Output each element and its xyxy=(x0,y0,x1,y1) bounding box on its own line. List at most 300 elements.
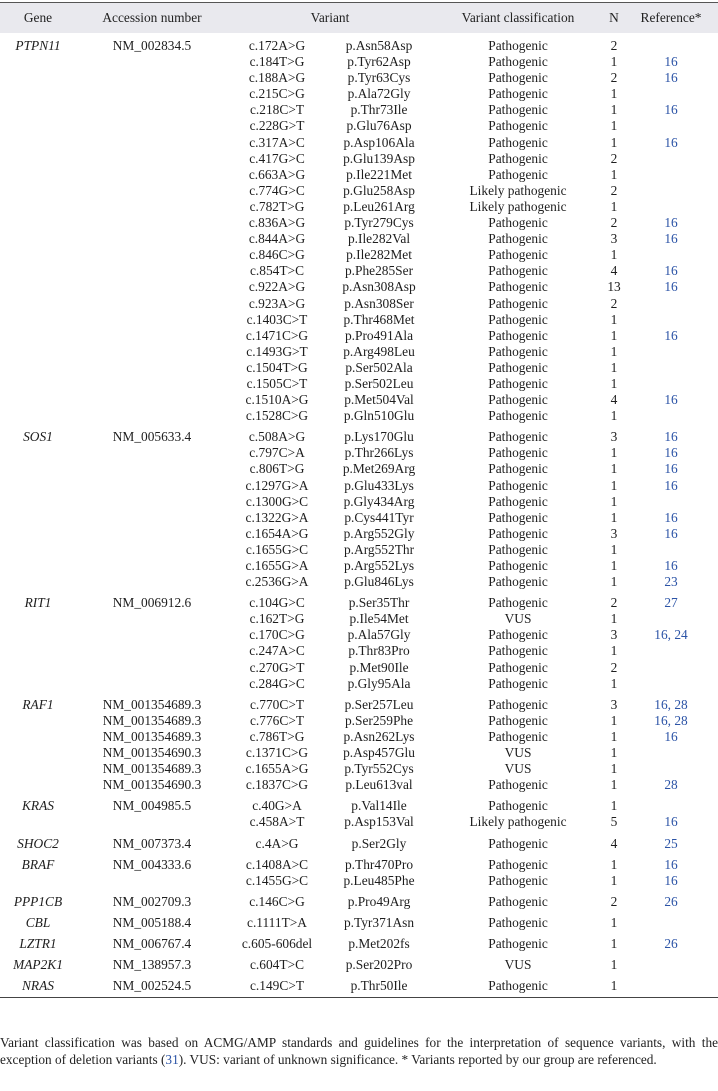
reference-cell[interactable]: 16 xyxy=(664,461,678,477)
reference-cell[interactable]: 16 xyxy=(664,279,678,295)
accession-cell xyxy=(76,392,228,408)
variant-classification-cell: Pathogenic xyxy=(488,712,548,728)
variant-classification-cell: Pathogenic xyxy=(488,392,548,408)
count-n-cell: 2 xyxy=(610,595,618,611)
accession-cell xyxy=(76,86,228,102)
reference-cell[interactable]: 28 xyxy=(664,777,678,793)
accession-cell xyxy=(76,151,228,167)
header-variant: Variant xyxy=(310,10,350,25)
count-n-cell: 2 xyxy=(610,38,618,53)
cdna-variant-cell: c.1111T>A xyxy=(247,914,307,930)
protein-variant-cell: p.Ser502Ala xyxy=(345,359,413,375)
gene-cell: MAP2K1 xyxy=(13,957,63,973)
header-classification: Variant classification xyxy=(461,10,575,25)
accession-cell: NM_001354690.3 xyxy=(102,777,202,793)
count-n-cell: 1 xyxy=(610,461,618,477)
count-n-cell: 1 xyxy=(610,166,618,182)
table-row xyxy=(0,973,718,997)
cdna-variant-cell: c.1654A>G xyxy=(245,525,309,541)
protein-variant-cell: p.Ile282Val xyxy=(347,231,411,247)
protein-variant-cell: p.Asn58Asp xyxy=(345,38,413,53)
variant-classification-cell: Pathogenic xyxy=(488,541,548,557)
cdna-variant-cell: c.797C>A xyxy=(249,445,305,461)
reference-cell xyxy=(624,745,718,761)
protein-variant-cell: p.Met504Val xyxy=(344,392,414,408)
table-row xyxy=(0,574,718,590)
reference-cell xyxy=(624,793,718,814)
variant-classification-cell: Pathogenic xyxy=(488,102,548,118)
table-row xyxy=(0,910,718,931)
reference-cell xyxy=(624,296,718,312)
accession-cell xyxy=(76,526,228,542)
reference-cell[interactable]: 16 xyxy=(664,558,678,573)
reference-cell xyxy=(624,167,718,183)
variant-classification-cell: Pathogenic xyxy=(488,728,548,744)
table-row xyxy=(0,676,718,692)
reference-cell[interactable]: 16 xyxy=(664,70,678,86)
protein-variant-cell: p.Gln510Glu xyxy=(343,408,415,424)
accession-cell xyxy=(76,215,228,231)
footnote-text-1: Variant classification was based on ACMG/AMP standards and guidelines for the interpretation of sequence variants, with the exception of deletion variants ( xyxy=(0,1035,718,1068)
reference-cell[interactable]: 16 xyxy=(664,814,678,830)
cdna-variant-cell: c.508A>G xyxy=(248,429,306,445)
accession-cell xyxy=(76,461,228,477)
gene-cell xyxy=(0,814,76,830)
gene-cell: LZTR1 xyxy=(19,935,57,951)
protein-variant-cell: p.Asp106Ala xyxy=(343,134,415,150)
protein-variant-cell: p.Leu261Arg xyxy=(343,198,415,214)
cdna-variant-cell: c.172A>G xyxy=(248,38,306,53)
variant-classification-cell: Pathogenic xyxy=(488,659,548,675)
accession-cell xyxy=(76,814,228,830)
count-n-cell: 4 xyxy=(610,835,618,851)
count-n-cell: 4 xyxy=(610,392,618,408)
cdna-variant-cell: c.782T>G xyxy=(249,198,305,214)
count-n-cell: 1 xyxy=(610,643,618,659)
count-n-cell: 2 xyxy=(610,295,618,311)
accession-cell: NM_138957.3 xyxy=(112,957,192,973)
count-n-cell: 1 xyxy=(610,611,618,627)
gene-cell xyxy=(0,312,76,328)
reference-cell[interactable]: 16 xyxy=(664,872,678,888)
count-n-cell: 3 xyxy=(610,696,618,712)
count-n-cell: 1 xyxy=(610,872,618,888)
table-row xyxy=(0,643,718,659)
gene-cell xyxy=(0,745,76,761)
protein-variant-cell: p.Thr83Pro xyxy=(348,643,410,659)
table-row xyxy=(0,478,718,494)
variant-classification-cell: Pathogenic xyxy=(488,893,548,909)
cdna-variant-cell: c.317A>C xyxy=(249,134,305,150)
cdna-variant-cell: c.1655A>G xyxy=(245,761,309,777)
variant-classification-cell: VUS xyxy=(504,745,532,761)
gene-cell: SOS1 xyxy=(23,429,53,445)
cdna-variant-cell: c.836A>G xyxy=(248,215,306,231)
count-n-cell: 1 xyxy=(610,761,618,777)
cdna-variant-cell: c.149C>T xyxy=(249,978,305,994)
gene-cell: PPP1CB xyxy=(13,893,63,909)
gene-cell xyxy=(0,478,76,494)
reference-cell[interactable]: 16 xyxy=(664,327,678,343)
count-n-cell: 1 xyxy=(610,493,618,509)
reference-cell xyxy=(624,611,718,627)
table-row xyxy=(0,445,718,461)
reference-cell[interactable]: 16 xyxy=(664,856,678,872)
reference-cell[interactable]: 16, 28 xyxy=(654,712,688,728)
cdna-variant-cell: c.1471C>G xyxy=(245,327,309,343)
cdna-variant-cell: c.1455G>C xyxy=(245,872,309,888)
reference-cell[interactable]: 16 xyxy=(664,509,678,525)
variant-classification-cell: Pathogenic xyxy=(488,525,548,541)
count-n-cell: 1 xyxy=(610,558,618,573)
variant-classification-cell: Pathogenic xyxy=(488,118,548,134)
cdna-variant-cell: c.1504T>G xyxy=(246,359,308,375)
protein-variant-cell: p.Arg552Thr xyxy=(343,541,415,557)
citation-link-31[interactable]: 31 xyxy=(165,1052,179,1068)
cdna-variant-cell: c.854T>C xyxy=(249,263,305,279)
count-n-cell: 1 xyxy=(610,311,618,327)
reference-cell xyxy=(624,247,718,263)
table-row xyxy=(0,102,718,118)
gene-cell: BRAF xyxy=(21,856,55,872)
table-row xyxy=(0,135,718,151)
variant-classification-cell: Pathogenic xyxy=(488,675,548,691)
cdna-variant-cell: c.663A>G xyxy=(248,166,306,182)
accession-cell xyxy=(76,676,228,692)
table-row xyxy=(0,296,718,312)
reference-cell[interactable]: 16 xyxy=(664,728,678,744)
reference-cell xyxy=(624,376,718,392)
protein-variant-cell: p.Asp153Val xyxy=(344,814,414,830)
table-row xyxy=(0,931,718,952)
reference-cell[interactable]: 27 xyxy=(664,595,678,611)
variant-classification-cell: Pathogenic xyxy=(488,777,548,793)
gene-cell xyxy=(0,574,76,590)
count-n-cell: 1 xyxy=(610,102,618,118)
accession-cell xyxy=(76,344,228,360)
accession-cell: NM_002834.5 xyxy=(112,38,192,53)
table-row xyxy=(0,183,718,199)
protein-variant-cell: p.Ser259Phe xyxy=(344,712,414,728)
count-n-cell: 1 xyxy=(610,856,618,872)
count-n-cell: 1 xyxy=(610,978,618,994)
accession-cell xyxy=(76,263,228,279)
gene-cell xyxy=(0,729,76,745)
variant-classification-cell: Pathogenic xyxy=(488,166,548,182)
reference-cell xyxy=(624,542,718,558)
variant-classification-cell: Pathogenic xyxy=(488,595,548,611)
variant-classification-cell: VUS xyxy=(504,957,532,973)
cdna-variant-cell: c.1655G>A xyxy=(245,558,309,573)
cdna-variant-cell: c.1297G>A xyxy=(245,477,309,493)
header-n: N xyxy=(609,10,619,25)
count-n-cell: 1 xyxy=(610,675,618,691)
table-row xyxy=(0,952,718,973)
accession-cell xyxy=(76,542,228,558)
reference-cell xyxy=(624,660,718,676)
count-n-cell: 3 xyxy=(610,525,618,541)
accession-cell xyxy=(76,494,228,510)
protein-variant-cell: p.Ser257Leu xyxy=(344,696,414,712)
reference-cell[interactable]: 16 xyxy=(664,477,678,493)
count-n-cell: 2 xyxy=(610,893,618,909)
table-row xyxy=(0,526,718,542)
protein-variant-cell: p.Phe285Ser xyxy=(344,263,414,279)
protein-variant-cell: p.Tyr279Cys xyxy=(344,215,414,231)
cdna-variant-cell: c.40G>A xyxy=(252,798,302,814)
gene-cell xyxy=(0,627,76,643)
header-gene: Gene xyxy=(23,10,53,25)
variant-classification-cell: Pathogenic xyxy=(488,978,548,994)
accession-cell xyxy=(76,70,228,86)
accession-cell: NM_002524.5 xyxy=(112,978,192,994)
reference-cell[interactable]: 16, 28 xyxy=(654,696,688,712)
accession-cell: NM_004985.5 xyxy=(112,798,192,814)
reference-cell[interactable]: 16 xyxy=(664,392,678,408)
accession-cell: NM_001354689.3 xyxy=(102,696,202,712)
variant-classification-cell: Pathogenic xyxy=(488,86,548,102)
variant-classification-cell: Pathogenic xyxy=(488,872,548,888)
cdna-variant-cell: c.284G>C xyxy=(249,675,305,691)
accession-cell xyxy=(76,627,228,643)
protein-variant-cell: p.Ser2Gly xyxy=(351,835,407,851)
variant-classification-cell: Pathogenic xyxy=(488,231,548,247)
gene-cell xyxy=(0,279,76,295)
cdna-variant-cell: c.218C>T xyxy=(249,102,305,118)
variant-classification-cell: Pathogenic xyxy=(488,493,548,509)
accession-cell xyxy=(76,231,228,247)
accession-cell xyxy=(76,199,228,215)
cdna-variant-cell: c.844A>G xyxy=(248,231,306,247)
reference-cell[interactable]: 16 xyxy=(664,215,678,231)
cdna-variant-cell: c.146C>G xyxy=(249,893,305,909)
protein-variant-cell: p.Tyr62Asp xyxy=(347,54,411,70)
gene-cell xyxy=(0,494,76,510)
variant-classification-cell: Pathogenic xyxy=(488,70,548,86)
gene-cell xyxy=(0,135,76,151)
count-n-cell: 1 xyxy=(610,712,618,728)
reference-cell[interactable]: 23 xyxy=(664,574,678,590)
count-n-cell: 1 xyxy=(610,408,618,424)
gene-cell xyxy=(0,296,76,312)
variant-classification-cell: Pathogenic xyxy=(488,914,548,930)
table-row xyxy=(0,542,718,558)
variant-classification-cell: Pathogenic xyxy=(488,856,548,872)
protein-variant-cell: p.Leu613val xyxy=(345,777,413,793)
count-n-cell: 1 xyxy=(610,777,618,793)
gene-cell xyxy=(0,102,76,118)
reference-cell xyxy=(624,494,718,510)
gene-cell xyxy=(0,328,76,344)
cdna-variant-cell: c.188A>G xyxy=(248,70,306,86)
accession-cell xyxy=(76,376,228,392)
table-row xyxy=(0,873,718,889)
accession-cell xyxy=(76,558,228,574)
accession-cell xyxy=(76,510,228,526)
cdna-variant-cell: c.1403C>T xyxy=(246,311,308,327)
gene-cell xyxy=(0,215,76,231)
reference-cell[interactable]: 26 xyxy=(664,935,678,951)
reference-cell xyxy=(624,408,718,424)
count-n-cell: 3 xyxy=(610,429,618,445)
reference-cell[interactable]: 16, 24 xyxy=(654,627,688,643)
variant-classification-cell: Pathogenic xyxy=(488,445,548,461)
count-n-cell: 1 xyxy=(610,118,618,134)
reference-cell xyxy=(624,199,718,215)
variant-classification-cell: VUS xyxy=(504,611,532,627)
accession-cell xyxy=(76,574,228,590)
protein-variant-cell: p.Met269Arg xyxy=(342,461,416,477)
table-row xyxy=(0,54,718,70)
cdna-variant-cell: c.215C>G xyxy=(249,86,305,102)
gene-cell xyxy=(0,676,76,692)
protein-variant-cell: p.Tyr371Asn xyxy=(343,914,415,930)
count-n-cell: 1 xyxy=(610,574,618,590)
variant-classification-cell: Pathogenic xyxy=(488,343,548,359)
gene-cell xyxy=(0,408,76,424)
reference-cell[interactable]: 16 xyxy=(664,525,678,541)
protein-variant-cell: p.Met90Ile xyxy=(349,659,409,675)
protein-variant-cell: p.Asp457Glu xyxy=(343,745,415,761)
variant-classification-cell: Pathogenic xyxy=(488,134,548,150)
reference-cell[interactable]: 16 xyxy=(664,134,678,150)
protein-variant-cell: p.Met202fs xyxy=(348,935,410,951)
count-n-cell: 1 xyxy=(610,745,618,761)
variant-classification-cell: Pathogenic xyxy=(488,408,548,424)
variant-table-container xyxy=(0,2,718,998)
protein-variant-cell: p.Ile282Met xyxy=(346,247,412,263)
accession-cell: NM_001354689.3 xyxy=(102,761,202,777)
reference-cell xyxy=(624,973,718,997)
table-row xyxy=(0,247,718,263)
count-n-cell: 1 xyxy=(610,54,618,70)
variant-classification-cell: Pathogenic xyxy=(488,327,548,343)
cdna-variant-cell: c.417G>C xyxy=(249,150,305,166)
reference-cell xyxy=(624,151,718,167)
cdna-variant-cell: c.184T>G xyxy=(249,54,305,70)
table-row xyxy=(0,713,718,729)
protein-variant-cell: p.Ile54Met xyxy=(349,611,409,627)
variant-classification-cell: Pathogenic xyxy=(488,54,548,70)
table-row xyxy=(0,494,718,510)
gene-cell xyxy=(0,344,76,360)
table-row xyxy=(0,831,718,852)
count-n-cell: 1 xyxy=(610,86,618,102)
count-n-cell: 2 xyxy=(610,182,618,198)
reference-cell[interactable]: 16 xyxy=(664,429,678,445)
table-row xyxy=(0,510,718,526)
variant-classification-cell: Pathogenic xyxy=(488,38,548,53)
cdna-variant-cell: c.2536G>A xyxy=(245,574,309,590)
count-n-cell: 3 xyxy=(610,627,618,643)
accession-cell: NM_001354689.3 xyxy=(102,728,202,744)
cdna-variant-cell: c.4A>G xyxy=(255,835,299,851)
reference-cell[interactable]: 16 xyxy=(664,263,678,279)
accession-cell xyxy=(76,408,228,424)
reference-cell xyxy=(624,676,718,692)
accession-cell xyxy=(76,360,228,376)
table-row xyxy=(0,627,718,643)
variant-classification-cell: Pathogenic xyxy=(488,696,548,712)
reference-cell[interactable]: 26 xyxy=(664,893,678,909)
accession-cell xyxy=(76,873,228,889)
variant-classification-cell: Pathogenic xyxy=(488,375,548,391)
variant-classification-cell: Pathogenic xyxy=(488,509,548,525)
accession-cell xyxy=(76,183,228,199)
count-n-cell: 2 xyxy=(610,659,618,675)
count-n-cell: 1 xyxy=(610,541,618,557)
protein-variant-cell: p.Glu846Lys xyxy=(344,574,414,590)
table-row xyxy=(0,424,718,445)
gene-cell xyxy=(0,558,76,574)
accession-cell: NM_005188.4 xyxy=(112,914,192,930)
table-row xyxy=(0,70,718,86)
gene-cell xyxy=(0,611,76,627)
variant-classification-cell: Pathogenic xyxy=(488,247,548,263)
table-row xyxy=(0,745,718,761)
reference-cell xyxy=(624,33,718,54)
table-row xyxy=(0,33,718,54)
reference-cell[interactable]: 16 xyxy=(664,231,678,247)
cdna-variant-cell: c.776C>T xyxy=(249,712,305,728)
reference-cell[interactable]: 16 xyxy=(664,445,678,461)
cdna-variant-cell: c.1655G>C xyxy=(245,541,309,557)
cdna-variant-cell: c.1510A>G xyxy=(245,392,309,408)
count-n-cell: 4 xyxy=(610,263,618,279)
count-n-cell: 1 xyxy=(610,957,618,973)
reference-cell[interactable]: 16 xyxy=(664,54,678,70)
variant-classification-cell: Pathogenic xyxy=(488,215,548,231)
table-row xyxy=(0,692,718,713)
accession-cell xyxy=(76,328,228,344)
protein-variant-cell: p.Leu485Phe xyxy=(343,872,415,888)
table-row xyxy=(0,392,718,408)
reference-cell xyxy=(624,643,718,659)
gene-cell xyxy=(0,247,76,263)
count-n-cell: 1 xyxy=(610,509,618,525)
count-n-cell: 1 xyxy=(610,198,618,214)
gene-cell xyxy=(0,167,76,183)
gene-cell xyxy=(0,461,76,477)
accession-cell: NM_006912.6 xyxy=(112,595,192,611)
variant-classification-cell: Pathogenic xyxy=(488,359,548,375)
protein-variant-cell: p.Glu433Lys xyxy=(344,477,414,493)
protein-variant-cell: p.Asn308Asp xyxy=(342,279,416,295)
cdna-variant-cell: c.104G>C xyxy=(249,595,305,611)
accession-cell xyxy=(76,54,228,70)
reference-cell[interactable]: 16 xyxy=(664,102,678,118)
gene-cell: NRAS xyxy=(22,978,54,994)
variant-classification-cell: Pathogenic xyxy=(488,574,548,590)
table-row xyxy=(0,558,718,574)
variant-classification-cell: Pathogenic xyxy=(488,263,548,279)
count-n-cell: 1 xyxy=(610,375,618,391)
protein-variant-cell: p.Arg498Leu xyxy=(343,343,415,359)
protein-variant-cell: p.Asn308Ser xyxy=(344,295,414,311)
cdna-variant-cell: c.605-606del xyxy=(241,935,313,951)
table-row xyxy=(0,611,718,627)
variant-classification-cell: Pathogenic xyxy=(488,311,548,327)
variant-classification-cell: Pathogenic xyxy=(488,835,548,851)
accession-cell xyxy=(76,660,228,676)
header-accession: Accession number xyxy=(102,10,202,25)
cdna-variant-cell: c.604T>C xyxy=(249,957,305,973)
cdna-variant-cell: c.923A>G xyxy=(248,295,306,311)
gene-cell xyxy=(0,118,76,134)
gene-cell xyxy=(0,70,76,86)
accession-cell xyxy=(76,247,228,263)
reference-cell[interactable]: 25 xyxy=(664,835,678,851)
